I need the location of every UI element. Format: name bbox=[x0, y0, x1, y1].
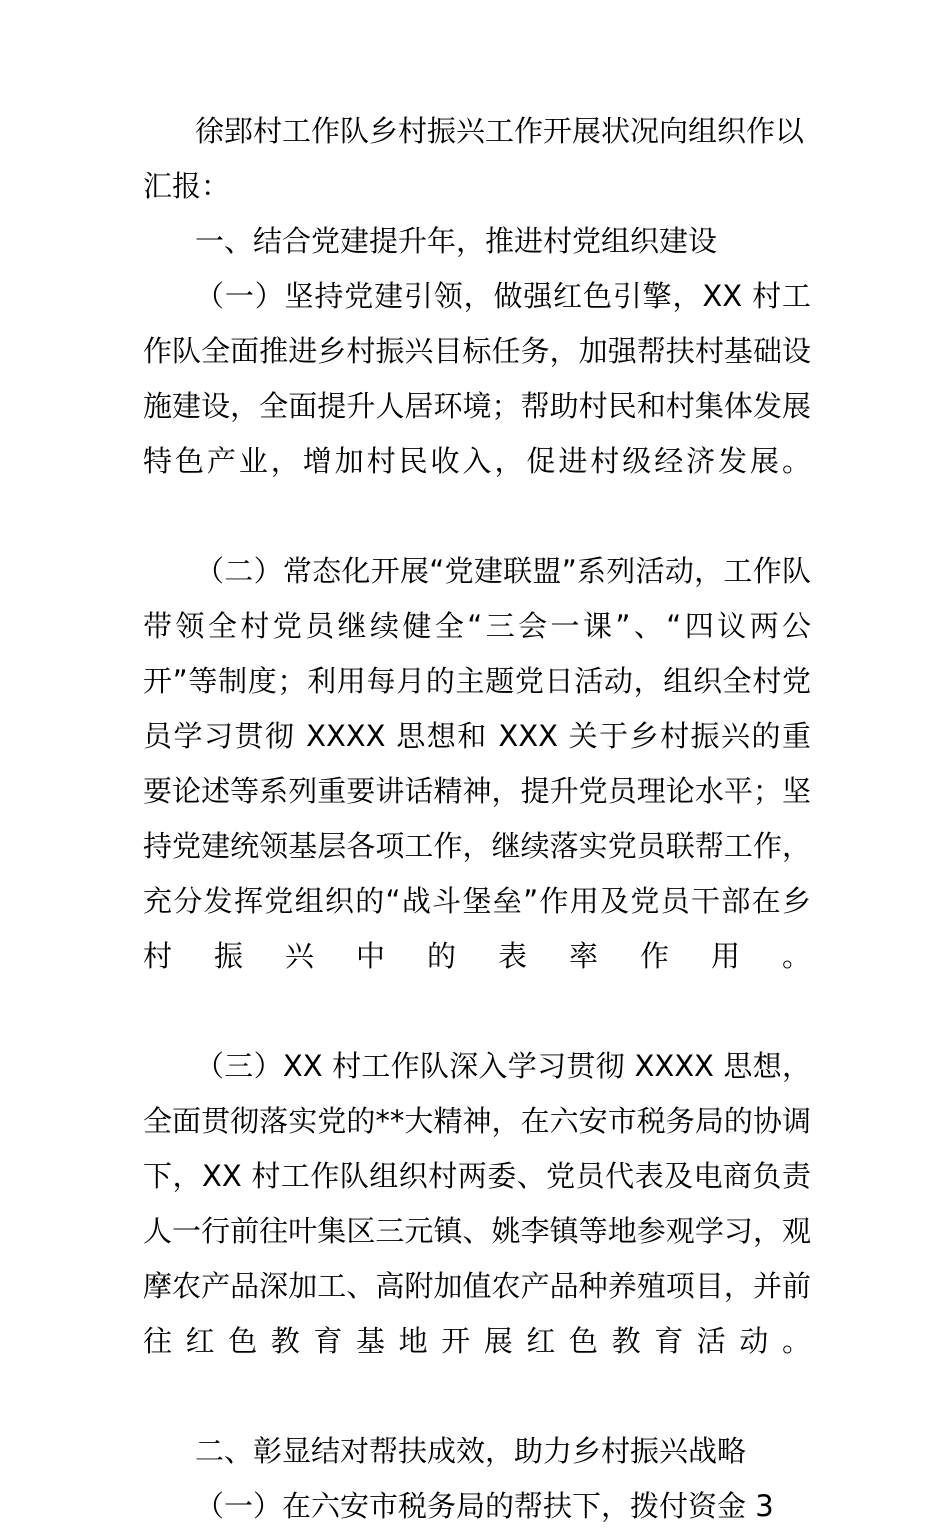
document-title-line: 徐郢村工作队乡村振兴工作开展状况向组织作以汇报： bbox=[143, 114, 805, 203]
document-text-body bbox=[143, 104, 811, 1534]
paragraph-two-one: （一）在六安市税务局的帮扶下，拨付资金 3 bbox=[195, 1489, 774, 1523]
paragraph-one-three: （三）XX 村工作队深入学习贯彻 XXXX 思想，全面贯彻落实党的**大精神，在六安市税务局的协调下，XX 村工作队组织村两委、党员代表及电商负责人一行前往叶集区三元镇、姚李镇等地参观学习，观摩农产品深加工、高附加值农产品种养殖项目，并前往红色教育基地开展红色教育活动。 bbox=[143, 1049, 811, 1358]
section-heading-two: 二、彰显结对帮扶成效，助力乡村振兴战略 bbox=[195, 1434, 747, 1468]
paragraph-one-one: （一）坚持党建引领，做强红色引擎，XX 村工作队全面推进乡村振兴目标任务，加强帮扶村基础设施建设，全面提升人居环境；帮助村民和村集体发展特色产业，增加村民收入，促进村级经济发展。 bbox=[143, 279, 811, 478]
section-heading-one: 一、结合党建提升年，推进村党组织建设 bbox=[195, 224, 718, 258]
paragraph-one-two: （二）常态化开展“党建联盟”系列活动，工作队带领全村党员继续健全“三会一课”、“四议两公开”等制度；利用每月的主题党日活动，组织全村党员学习贯彻 XXXX 思想和 XXX 关于乡村振兴的重要论述等系列重要讲话精神，提升党员理论水平；坚持党建统领基层各项工作，继续落实党员联帮工作，充分发挥党组织的“战斗堡垒”作用及党员干部在乡村振兴中的表率作用。 bbox=[143, 554, 811, 973]
